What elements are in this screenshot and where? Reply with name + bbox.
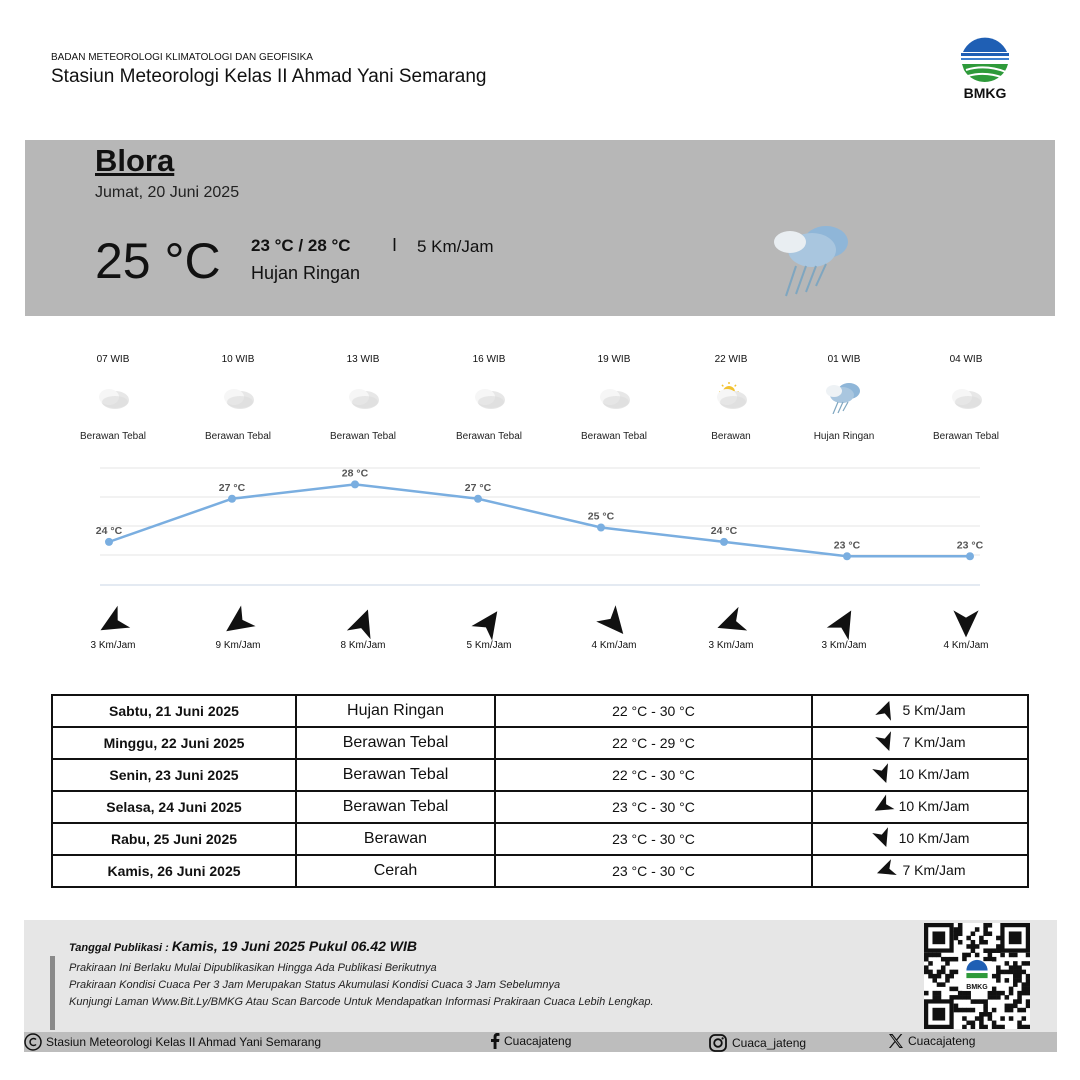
hour-icon xyxy=(946,380,986,414)
data-point xyxy=(351,480,359,488)
wind-cell xyxy=(871,794,970,818)
pub-value: Kamis, 19 Juni 2025 Pukul 06.42 WIB xyxy=(171,938,417,954)
day-wind xyxy=(812,759,1028,791)
facebook-handle: Cuacajateng xyxy=(504,1034,572,1048)
hour-condition: Berawan Tebal xyxy=(330,431,396,442)
x-link[interactable] xyxy=(888,1033,975,1049)
hour-wind-speed: 3 Km/Jam xyxy=(90,640,136,651)
city-name: Blora xyxy=(95,143,175,178)
hour-time: 13 WIB xyxy=(346,354,380,365)
wind-cell xyxy=(874,730,965,754)
cloud-icon xyxy=(93,380,133,414)
day-wind-speed: 10 Km/Jam xyxy=(898,765,970,782)
day-wind xyxy=(812,727,1028,759)
data-point xyxy=(720,538,728,546)
data-label: 24 °C xyxy=(710,524,738,537)
wind-cell xyxy=(871,762,970,786)
wind-direction-icon xyxy=(471,605,507,641)
x-icon xyxy=(888,1033,904,1049)
publication-date xyxy=(69,938,417,954)
copyright-text: Stasiun Meteorologi Kelas II Ahmad Yani Semarang xyxy=(46,1035,322,1049)
cloud-icon xyxy=(594,380,634,414)
station-name: Stasiun Meteorologi Kelas II Ahmad Yani Semarang xyxy=(51,66,487,87)
hour-wind-arrow xyxy=(95,605,135,645)
hour-time: 22 WIB xyxy=(714,354,748,365)
hour-icon xyxy=(218,380,258,414)
data-point xyxy=(843,552,851,560)
copyright xyxy=(24,1033,321,1051)
wind-direction-icon xyxy=(95,605,131,641)
hour-wind-arrow xyxy=(345,605,385,645)
wind-direction-icon xyxy=(596,605,632,641)
hour-wind-speed: 5 Km/Jam xyxy=(466,640,512,651)
day-condition: Berawan Tebal xyxy=(296,759,495,791)
data-label: 25 °C xyxy=(587,510,615,523)
day-condition: Berawan xyxy=(296,823,495,855)
footer-note: Kunjungi Laman Www.Bit.Ly/BMKG Atau Scan Barcode Untuk Mendapatkan Informasi Prakiraan Cuaca Lebih Lengkap. xyxy=(69,996,654,1008)
day-temp-range: 23 °C - 30 °C xyxy=(495,823,812,855)
hour-time: 04 WIB xyxy=(949,354,983,365)
org-name: BADAN METEOROLOGI KLIMATOLOGI DAN GEOFISIKA xyxy=(51,52,313,63)
current-condition: Hujan Ringan xyxy=(251,263,361,283)
wind-direction-icon xyxy=(871,794,895,818)
day-temp-range: 23 °C - 30 °C xyxy=(495,791,812,823)
table-row xyxy=(52,791,1028,823)
hour-wind-speed: 4 Km/Jam xyxy=(943,640,989,651)
qr-logo-text: BMKG xyxy=(966,984,988,991)
hour-time: 16 WIB xyxy=(472,354,506,365)
current-temp: 25 °C xyxy=(95,233,221,289)
day-name: Senin, 23 Juni 2025 xyxy=(52,759,296,791)
footer-accent-bar xyxy=(50,956,55,1030)
day-name: Rabu, 25 Juni 2025 xyxy=(52,823,296,855)
hour-wind-speed: 4 Km/Jam xyxy=(591,640,637,651)
hour-wind-arrow xyxy=(471,605,511,645)
hour-condition: Berawan xyxy=(711,431,751,442)
hour-wind-arrow xyxy=(220,605,260,645)
facebook-icon xyxy=(490,1033,500,1049)
hour-condition: Berawan Tebal xyxy=(456,431,522,442)
day-wind xyxy=(812,695,1028,727)
hour-wind-speed: 8 Km/Jam xyxy=(340,640,386,651)
wind-direction-icon xyxy=(871,762,895,786)
hour-condition: Berawan Tebal xyxy=(80,431,146,442)
qr-code[interactable] xyxy=(924,923,1030,1029)
data-label: 27 °C xyxy=(218,481,246,494)
day-temp-range: 22 °C - 30 °C xyxy=(495,759,812,791)
day-wind xyxy=(812,855,1028,887)
wind-direction-icon xyxy=(220,605,256,641)
hour-condition: Berawan Tebal xyxy=(205,431,271,442)
footer-note: Prakiraan Ini Berlaku Mulai Dipublikasikan Hingga Ada Publikasi Berikutnya xyxy=(69,962,437,974)
hour-icon xyxy=(594,380,634,414)
day-wind-speed: 10 Km/Jam xyxy=(898,829,970,846)
hour-condition: Hujan Ringan xyxy=(813,431,875,442)
table-row xyxy=(52,695,1028,727)
hour-wind-arrow xyxy=(713,605,753,645)
wind-direction-icon xyxy=(345,605,381,641)
table-row xyxy=(52,823,1028,855)
day-condition: Cerah xyxy=(296,855,495,887)
data-label: 23 °C xyxy=(833,539,861,552)
data-point xyxy=(474,495,482,503)
hour-condition: Berawan Tebal xyxy=(581,431,647,442)
wind-cell xyxy=(874,858,965,882)
wind-direction-icon xyxy=(871,826,895,850)
wind-direction-icon xyxy=(874,730,898,754)
wind-direction-icon xyxy=(713,605,749,641)
rain-cloud-icon xyxy=(824,380,864,414)
instagram-icon xyxy=(708,1033,728,1053)
bmkg-logo xyxy=(956,34,1014,104)
separator: I xyxy=(392,235,398,255)
hour-icon xyxy=(711,380,751,414)
hour-wind-arrow xyxy=(948,605,988,645)
hour-time: 01 WIB xyxy=(827,354,861,365)
footer-panel xyxy=(24,920,1057,1032)
data-point xyxy=(597,524,605,532)
day-wind xyxy=(812,791,1028,823)
data-point xyxy=(966,552,974,560)
day-temp-range: 23 °C - 30 °C xyxy=(495,855,812,887)
wind-cell xyxy=(874,698,965,722)
footer-note: Prakiraan Kondisi Cuaca Per 3 Jam Merupakan Status Akumulasi Kondisi Cuaca 3 Jam Sebelumnya xyxy=(69,979,561,991)
day-condition: Berawan Tebal xyxy=(296,727,495,759)
temperature-chart xyxy=(95,465,985,595)
cloud-icon xyxy=(343,380,383,414)
hour-wind-speed: 9 Km/Jam xyxy=(215,640,261,651)
hour-time: 19 WIB xyxy=(597,354,631,365)
qr-modules xyxy=(924,923,1030,1029)
day-temp-range: 22 °C - 29 °C xyxy=(495,727,812,759)
day-wind-speed: 7 Km/Jam xyxy=(902,733,966,750)
day-name: Selasa, 24 Juni 2025 xyxy=(52,791,296,823)
cloud-icon xyxy=(946,380,986,414)
table-row xyxy=(52,727,1028,759)
instagram-handle: Cuaca_jateng xyxy=(732,1036,807,1050)
day-name: Sabtu, 21 Juni 2025 xyxy=(52,695,296,727)
logo-text: BMKG xyxy=(963,85,1007,101)
day-condition: Hujan Ringan xyxy=(296,695,495,727)
cloud-icon xyxy=(469,380,509,414)
data-label: 28 °C xyxy=(341,467,369,480)
day-wind-speed: 10 Km/Jam xyxy=(898,797,970,814)
hour-condition: Berawan Tebal xyxy=(933,431,999,442)
facebook-link[interactable] xyxy=(490,1033,571,1049)
data-label: 27 °C xyxy=(464,481,492,494)
data-point xyxy=(228,495,236,503)
hour-icon xyxy=(469,380,509,414)
data-label: 23 °C xyxy=(956,539,984,552)
temp-range: 23 °C / 28 °C xyxy=(251,236,351,255)
day-name: Minggu, 22 Juni 2025 xyxy=(52,727,296,759)
table-row xyxy=(52,759,1028,791)
day-wind-speed: 5 Km/Jam xyxy=(902,701,966,718)
wind-direction-icon xyxy=(948,605,984,641)
data-label: 24 °C xyxy=(95,524,123,537)
hour-time: 10 WIB xyxy=(221,354,255,365)
wind-cell xyxy=(871,826,970,850)
day-condition: Berawan Tebal xyxy=(296,791,495,823)
wind-direction-icon xyxy=(826,605,862,641)
hour-wind-arrow xyxy=(596,605,636,645)
hour-wind-arrow xyxy=(826,605,866,645)
hour-icon xyxy=(93,380,133,414)
current-date: Jumat, 20 Juni 2025 xyxy=(95,184,240,201)
data-point xyxy=(105,538,113,546)
current-wind: 5 Km/Jam xyxy=(417,237,494,256)
daily-forecast-table xyxy=(51,694,1029,888)
hour-wind-speed: 3 Km/Jam xyxy=(821,640,867,651)
hour-time: 07 WIB xyxy=(96,354,130,365)
pub-label: Tanggal Publikasi : xyxy=(69,942,172,954)
table-row xyxy=(52,855,1028,887)
x-handle: Cuacajateng xyxy=(908,1034,976,1048)
hour-icon xyxy=(343,380,383,414)
rain-cloud-icon xyxy=(768,220,858,300)
partly-cloudy-icon xyxy=(711,380,751,414)
day-wind-speed: 7 Km/Jam xyxy=(902,861,966,878)
wind-direction-icon xyxy=(874,858,898,882)
day-name: Kamis, 26 Juni 2025 xyxy=(52,855,296,887)
hour-icon xyxy=(824,380,864,414)
instagram-link[interactable] xyxy=(708,1033,806,1053)
day-wind xyxy=(812,823,1028,855)
cloud-icon xyxy=(218,380,258,414)
hour-wind-speed: 3 Km/Jam xyxy=(708,640,754,651)
wind-direction-icon xyxy=(874,698,898,722)
copyright-icon xyxy=(24,1033,42,1051)
day-temp-range: 22 °C - 30 °C xyxy=(495,695,812,727)
